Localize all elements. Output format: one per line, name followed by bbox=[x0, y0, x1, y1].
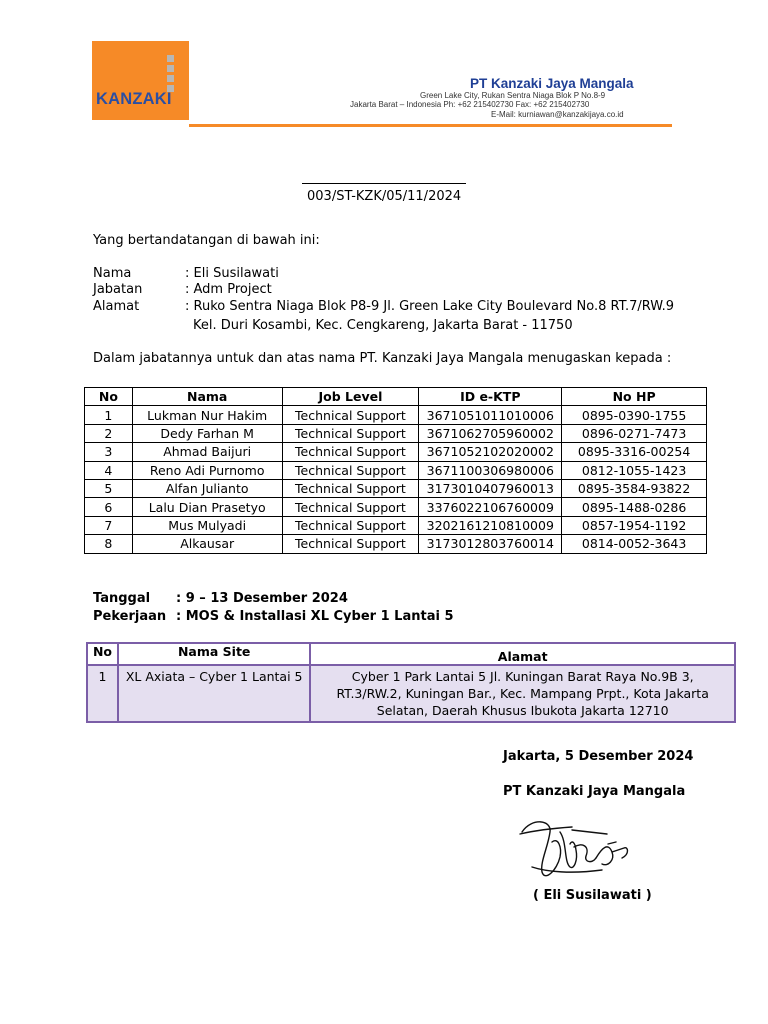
cell-nama: Lalu Dian Prasetyo bbox=[132, 498, 282, 516]
cell-site-name: XL Axiata – Cyber 1 Lantai 5 bbox=[118, 665, 310, 722]
company-name: PT Kanzaki Jaya Mangala bbox=[470, 76, 634, 91]
cell-no-hp: 0896-0271-7473 bbox=[562, 424, 707, 442]
table-row bbox=[85, 535, 707, 553]
signature-image bbox=[512, 812, 642, 882]
cell-no: 1 bbox=[87, 665, 118, 722]
nama-value: : Eli Susilawati bbox=[185, 266, 279, 281]
nama-label: Nama bbox=[93, 266, 132, 281]
cell-id-ektp: 3671052102020002 bbox=[419, 443, 562, 461]
alamat-label: Alamat bbox=[93, 299, 140, 314]
company-email: E-Mail: kurniawan@kanzakijaya.co.id bbox=[491, 110, 624, 119]
cell-id-ektp: 3671100306980006 bbox=[419, 461, 562, 479]
col-header-job-level: Job Level bbox=[282, 388, 419, 406]
cell-id-ektp: 3671062705960002 bbox=[419, 424, 562, 442]
alamat-line: Cyber 1 Park Lantai 5 Jl. Kuningan Barat Raya No.9B 3, bbox=[351, 669, 694, 684]
cell-job-level: Technical Support bbox=[282, 406, 419, 424]
col-header-no: No bbox=[87, 643, 118, 665]
cell-no-hp: 0895-0390-1755 bbox=[562, 406, 707, 424]
company-address-line1: Green Lake City, Rukan Sentra Niaga Blok P No.8-9 bbox=[420, 91, 606, 100]
col-header-nama: Nama bbox=[132, 388, 282, 406]
cell-job-level: Technical Support bbox=[282, 424, 419, 442]
table-row bbox=[85, 479, 707, 497]
cell-no-hp: 0895-1488-0286 bbox=[562, 498, 707, 516]
col-header-alamat: Alamat bbox=[310, 643, 735, 665]
doc-number: 003/ST-KZK/05/11/2024 bbox=[307, 189, 462, 204]
pekerjaan-value: : MOS & Installasi XL Cyber 1 Lantai 5 bbox=[176, 609, 454, 624]
place-date: Jakarta, 5 Desember 2024 bbox=[503, 749, 694, 764]
jabatan-label: Jabatan bbox=[93, 282, 143, 297]
site-table-header bbox=[87, 643, 735, 665]
cell-alamat bbox=[310, 665, 735, 722]
site-table bbox=[86, 642, 736, 723]
logo-text: KANZAKI bbox=[96, 90, 172, 108]
doc-number-rule bbox=[302, 183, 466, 184]
cell-no-hp: 0857-1954-1192 bbox=[562, 516, 707, 534]
alamat-value-line2: Kel. Duri Kosambi, Kec. Cengkareng, Jakarta Barat - 11750 bbox=[193, 318, 573, 333]
header-divider bbox=[189, 124, 672, 127]
cell-job-level: Technical Support bbox=[282, 479, 419, 497]
table-row bbox=[85, 443, 707, 461]
cell-no-hp: 0895-3316-00254 bbox=[562, 443, 707, 461]
tanggal-label: Tanggal bbox=[93, 591, 151, 606]
cell-nama: Alkausar bbox=[132, 535, 282, 553]
cell-nama: Mus Mulyadi bbox=[132, 516, 282, 534]
alamat-line: RT.3/RW.2, Kuningan Bar., Kec. Mampang Prpt., Kota Jakarta bbox=[336, 686, 709, 701]
cell-no: 8 bbox=[85, 535, 133, 553]
signer-name: ( Eli Susilawati ) bbox=[533, 888, 652, 903]
cell-no: 3 bbox=[85, 443, 133, 461]
table-row bbox=[85, 516, 707, 534]
alamat-line: Selatan, Daerah Khusus Ibukota Jakarta 12710 bbox=[376, 703, 669, 718]
intro-text: Yang bertandatangan di bawah ini: bbox=[93, 233, 320, 248]
cell-no: 5 bbox=[85, 479, 133, 497]
jabatan-value: : Adm Project bbox=[185, 282, 272, 297]
cell-no-hp: 0814-0052-3643 bbox=[562, 535, 707, 553]
cell-nama: Reno Adi Purnomo bbox=[132, 461, 282, 479]
col-header-nama-site: Nama Site bbox=[118, 643, 310, 665]
company-address-line2: Jakarta Barat – Indonesia Ph: +62 215402730 Fax: +62 215402730 bbox=[350, 100, 590, 109]
col-header-id-ektp: ID e-KTP bbox=[419, 388, 562, 406]
cell-nama: Lukman Nur Hakim bbox=[132, 406, 282, 424]
col-header-no: No bbox=[85, 388, 133, 406]
cell-nama: Alfan Julianto bbox=[132, 479, 282, 497]
cell-no: 2 bbox=[85, 424, 133, 442]
cell-job-level: Technical Support bbox=[282, 461, 419, 479]
table-row bbox=[87, 665, 735, 722]
assign-text: Dalam jabatannya untuk dan atas nama PT. Kanzaki Jaya Mangala menugaskan kepada : bbox=[93, 351, 672, 366]
alamat-value-line1: : Ruko Sentra Niaga Blok P8-9 Jl. Green Lake City Boulevard No.8 RT.7/RW.9 bbox=[185, 299, 675, 314]
table-row bbox=[85, 424, 707, 442]
cell-nama: Dedy Farhan M bbox=[132, 424, 282, 442]
staff-table-header bbox=[85, 388, 707, 406]
cell-no-hp: 0812-1055-1423 bbox=[562, 461, 707, 479]
cell-job-level: Technical Support bbox=[282, 498, 419, 516]
table-row bbox=[85, 406, 707, 424]
cell-nama: Ahmad Baijuri bbox=[132, 443, 282, 461]
table-row bbox=[85, 461, 707, 479]
cell-job-level: Technical Support bbox=[282, 535, 419, 553]
cell-no: 1 bbox=[85, 406, 133, 424]
closing-company: PT Kanzaki Jaya Mangala bbox=[503, 784, 686, 799]
tanggal-value: : 9 – 13 Desember 2024 bbox=[176, 591, 348, 606]
cell-id-ektp: 3173012803760014 bbox=[419, 535, 562, 553]
cell-id-ektp: 3671051011010006 bbox=[419, 406, 562, 424]
cell-no: 4 bbox=[85, 461, 133, 479]
cell-id-ektp: 3376022106760009 bbox=[419, 498, 562, 516]
pekerjaan-label: Pekerjaan bbox=[93, 609, 167, 624]
staff-table bbox=[84, 387, 707, 554]
cell-id-ektp: 3202161210810009 bbox=[419, 516, 562, 534]
cell-no-hp: 0895-3584-93822 bbox=[562, 479, 707, 497]
company-logo bbox=[92, 41, 189, 120]
cell-no: 7 bbox=[85, 516, 133, 534]
logo-dots-icon bbox=[167, 55, 175, 95]
cell-job-level: Technical Support bbox=[282, 516, 419, 534]
cell-id-ektp: 3173010407960013 bbox=[419, 479, 562, 497]
cell-job-level: Technical Support bbox=[282, 443, 419, 461]
cell-no: 6 bbox=[85, 498, 133, 516]
table-row bbox=[85, 498, 707, 516]
col-header-no-hp: No HP bbox=[562, 388, 707, 406]
